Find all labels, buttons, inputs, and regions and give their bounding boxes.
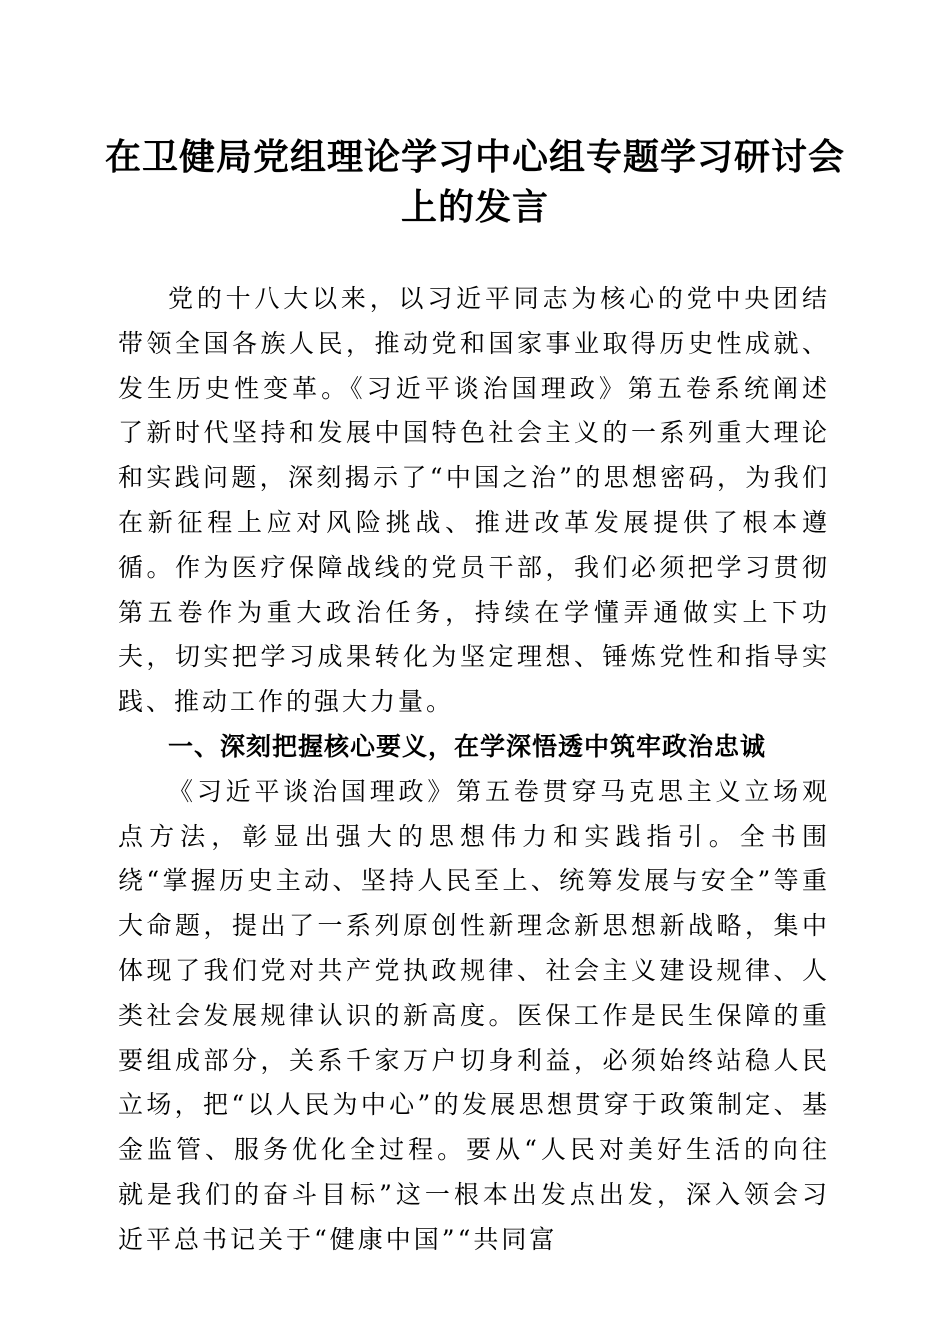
- document-body: [118, 277, 830, 1263]
- document-title: 在卫健局党组理论学习中心组专题学习研讨会上的发言: [104, 136, 845, 228]
- section-heading: 一、深刻把握核心要义，在学深悟透中筑牢政治忠诚: [168, 731, 767, 761]
- section-paragraph: 《习近平谈治国理政》第五卷贯穿马克思主义立场观点方法，彰显出强大的思想伟力和实践指引。全书围绕“掌握历史主动、坚持人民至上、统筹发展与安全”等重大命题，提出了一系列原创性新理念新思想新战略，集中体现了我们党对共产党执政规律、社会主义建设规律、人类社会发展规律认识的新高度。医保工作是民生保障的重要组成部分，关系千家万户切身利益，必须始终站稳人民立场，把“以人民为中心”的发展思想贯穿于政策制定、基金监管、服务优化全过程。要从“人民对美好生活的向往就是我们的奋斗目标”这一根本出发点出发，深入领会习近平总书记关于“健康中国”“共同富: [118, 776, 830, 1254]
- intro-paragraph: 党的十八大以来，以习近平同志为核心的党中央团结带领全国各族人民，推动党和国家事业取得历史性成就、发生历史性变革。《习近平谈治国理政》第五卷系统阐述了新时代坚持和发展中国特色社会主义的一系列重大理论和实践问题，深刻揭示了“中国之治”的思想密码，为我们在新征程上应对风险挑战、推进改革发展提供了根本遵循。作为医疗保障战线的党员干部，我们必须把学习贯彻第五卷作为重大政治任务，持续在学懂弄通做实上下功夫，切实把学习成果转化为坚定理想、锤炼党性和指导实践、推动工作的强大力量。: [118, 284, 830, 717]
